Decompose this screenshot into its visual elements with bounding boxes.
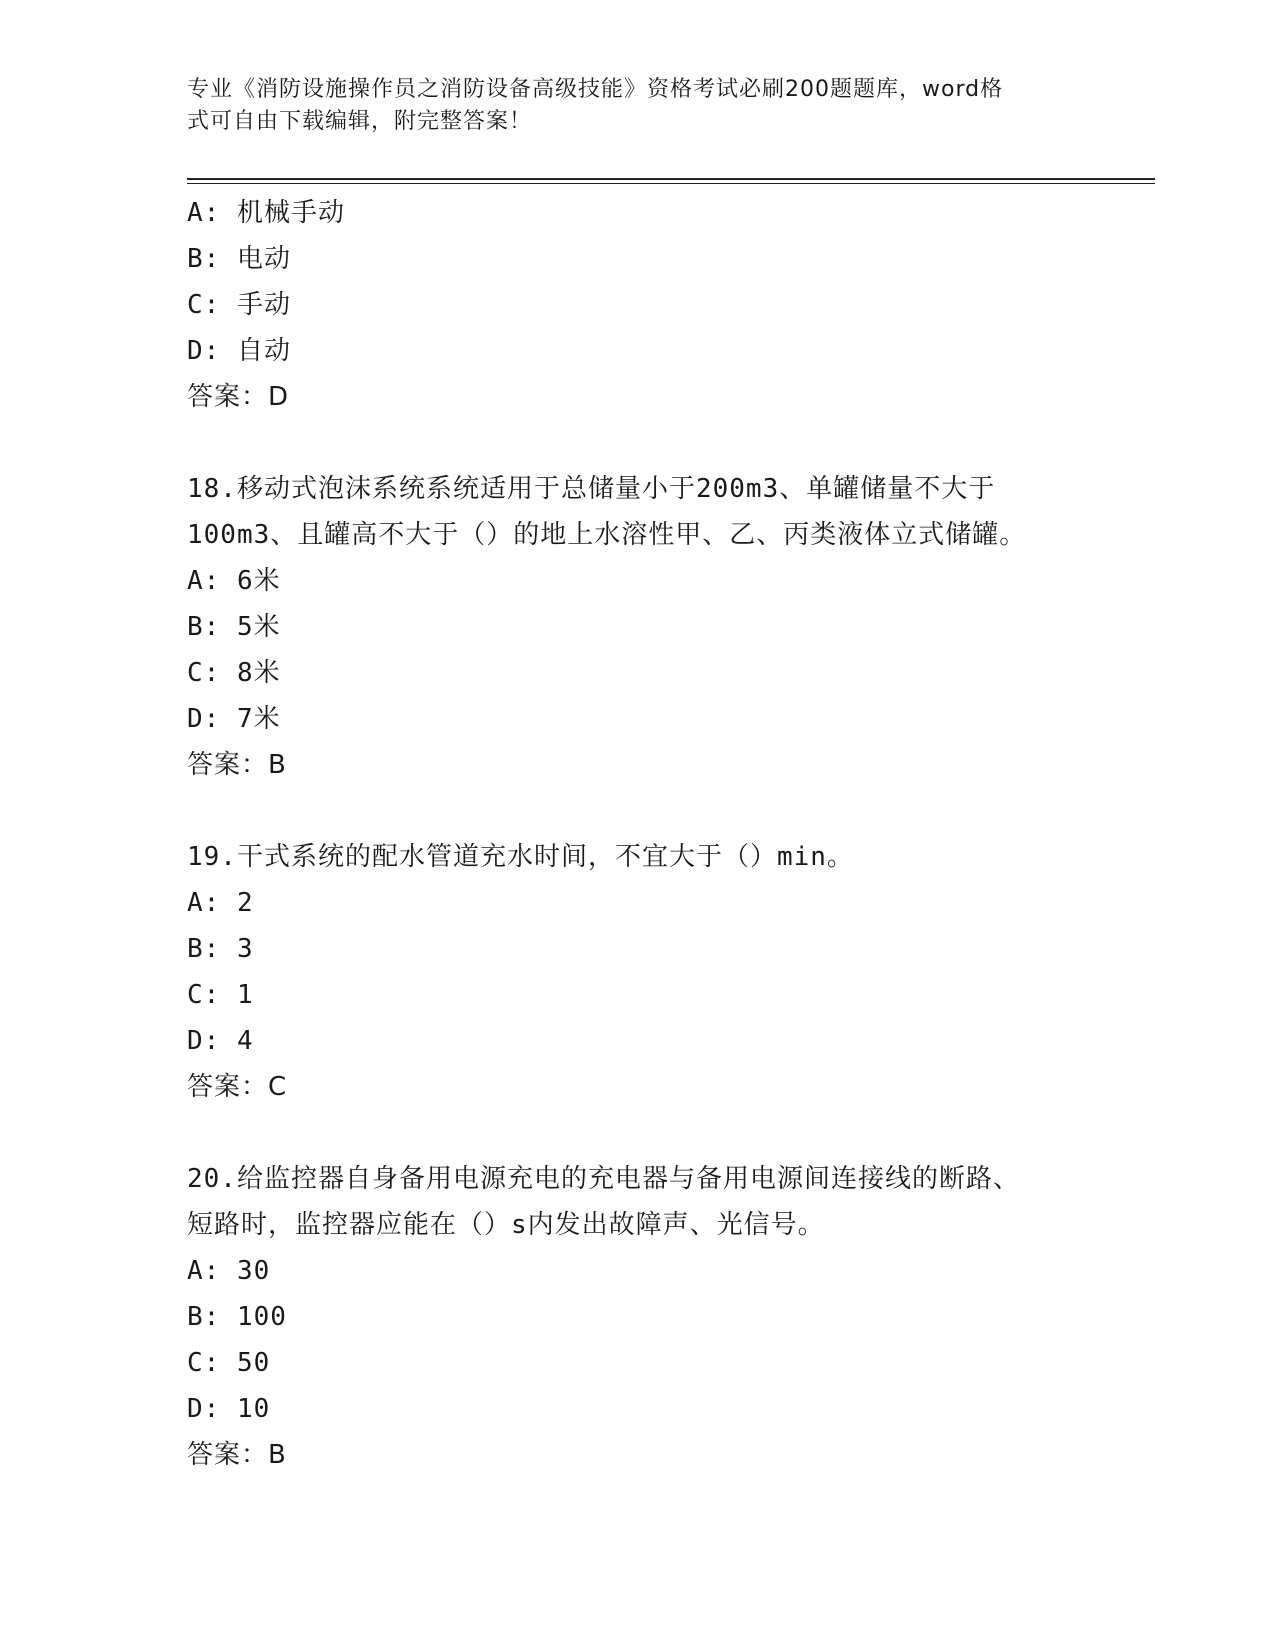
option-c: C: 1 [187, 980, 254, 1010]
header-line-1: 专业《消防设施操作员之消防设备高级技能》资格考试必刷200题题库，word格 [187, 77, 1004, 102]
header-divider [187, 178, 1155, 184]
option-d: D: 4 [187, 1026, 254, 1056]
option-a: A: 30 [187, 1256, 271, 1286]
question-list [187, 190, 1155, 1478]
question-19 [187, 834, 1155, 1110]
option-d: D: 7米 [187, 704, 281, 734]
option-c: C: 手动 [187, 290, 291, 320]
option-b: B: 5米 [187, 612, 281, 642]
answer: 答案：D [187, 382, 290, 412]
question-18 [187, 466, 1155, 788]
question-17-options [187, 190, 1155, 420]
document-header [187, 74, 1067, 138]
answer: 答案：B [187, 750, 287, 780]
header-line-2: 式可自由下载编辑，附完整答案！ [187, 109, 533, 134]
question-stem-line: 100m3、且罐高不大于（）的地上水溶性甲、乙、丙类液体立式储罐。 [187, 520, 1027, 550]
answer: 答案：C [187, 1072, 288, 1102]
option-b: B: 电动 [187, 244, 291, 274]
option-c: C: 50 [187, 1348, 271, 1378]
spacer [187, 788, 1155, 834]
option-d: D: 自动 [187, 336, 291, 366]
option-d: D: 10 [187, 1394, 271, 1424]
question-stem-line: 20.给监控器自身备用电源充电的充电器与备用电源间连接线的断路、 [187, 1164, 1020, 1194]
question-stem-line: 短路时，监控器应能在（）s内发出故障声、光信号。 [187, 1210, 825, 1240]
answer: 答案：B [187, 1440, 287, 1470]
spacer [187, 1110, 1155, 1156]
spacer [187, 420, 1155, 466]
question-stem-line: 19.干式系统的配水管道充水时间，不宜大于（）min。 [187, 842, 854, 872]
option-a: A: 机械手动 [187, 198, 345, 228]
option-a: A: 2 [187, 888, 254, 918]
option-c: C: 8米 [187, 658, 281, 688]
question-20 [187, 1156, 1155, 1478]
option-b: B: 3 [187, 934, 254, 964]
option-a: A: 6米 [187, 566, 281, 596]
question-stem-line: 18.移动式泡沫系统系统适用于总储量小于200m3、单罐储量不大于 [187, 474, 996, 504]
option-b: B: 100 [187, 1302, 287, 1332]
